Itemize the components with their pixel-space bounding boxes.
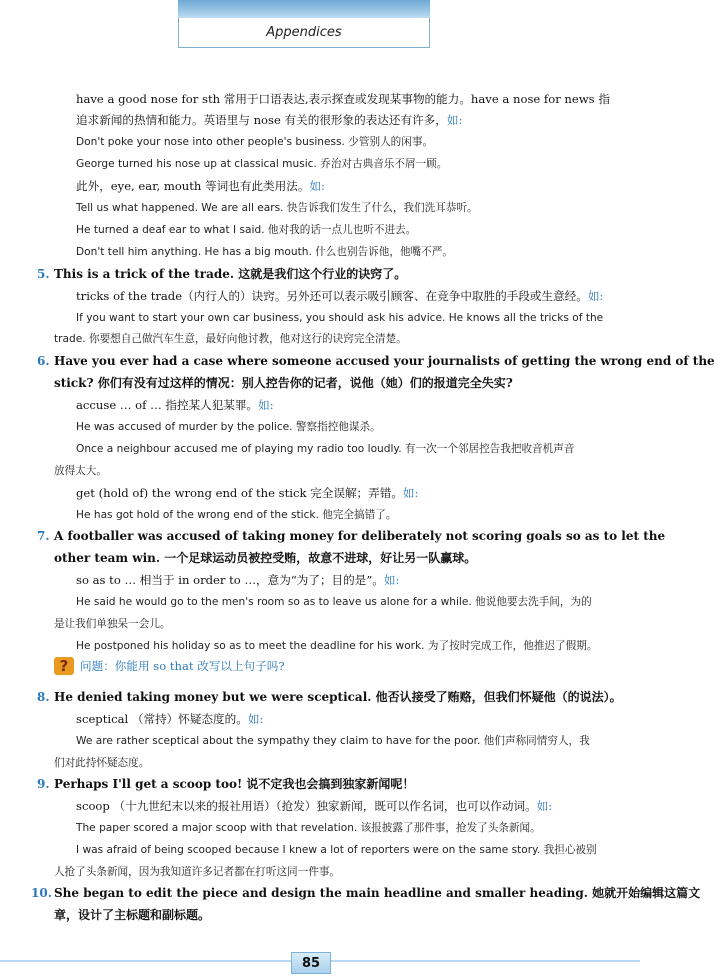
item-heading: This is a trick of the trade. 这就是我们这个行业的诀窍了。	[54, 267, 407, 281]
example-marker: 如:	[247, 712, 264, 726]
text-line	[54, 550, 476, 566]
text-line	[76, 733, 590, 749]
line-text: get (hold of) the wrong end of the stick 完全误解；弄错。	[76, 486, 403, 500]
item-number: 7.	[37, 529, 50, 543]
text-line	[54, 375, 513, 391]
text-line	[76, 397, 274, 413]
page-number: 85	[291, 952, 331, 974]
item-number: 10.	[31, 886, 52, 900]
item-number: 9.	[37, 777, 50, 791]
text-line	[76, 178, 325, 194]
item-number: 6.	[37, 354, 50, 368]
text-line	[76, 310, 603, 326]
line-text: 放得太大。	[54, 465, 107, 477]
line-text: Tell us what happened. We are all ears. 快告诉我们发生了什么，我们洗耳恭听。	[76, 202, 478, 214]
text-line	[76, 842, 597, 858]
item-heading: He denied taking money but we were sceptical. 他否认接受了贿赂，但我们怀疑他（的说法）。	[54, 690, 622, 704]
line-text: have a good nose for sth 常用于口语表达,表示探查或发现某事物的能力。have a nose for news 指	[76, 92, 610, 106]
item-heading: Have you ever had a case where someone accused your journalists of getting the wrong end of the	[54, 354, 715, 368]
question-icon: ?	[54, 657, 74, 675]
item-number: 8.	[37, 690, 50, 704]
text-line	[76, 200, 478, 216]
line-text: We are rather sceptical about the sympathy they claim to have for the poor. 他们声称同情穷人，我	[76, 735, 590, 747]
line-text: He has got hold of the wrong end of the stick. 他完全搞错了。	[76, 509, 397, 521]
text-line	[54, 864, 340, 880]
text-line	[76, 820, 541, 836]
text-line	[76, 244, 453, 260]
text-line	[76, 91, 610, 107]
text-line	[76, 638, 597, 654]
text-line	[76, 441, 574, 457]
line-text: sceptical （常持）怀疑态度的。	[76, 712, 248, 726]
text-line	[76, 288, 603, 304]
line-text: other team win. 一个足球运动员被控受贿，故意不进球，好让另一队赢球。	[54, 551, 477, 565]
example-marker: 如:	[587, 289, 604, 303]
line-text: Once a neighbour accused me of playing my radio too loudly. 有一次一个邻居控告我把收音机声音	[76, 443, 575, 455]
line-text: He was accused of murder by the police. 警察指控他谋杀。	[76, 421, 381, 433]
line-text: If you want to start your own car business, you should ask his advice. He knows all the tricks of the	[76, 312, 604, 324]
line-text: 人抢了头条新闻，因为我知道许多记者都在打听这同一件事。	[54, 866, 341, 878]
text-line	[76, 134, 433, 150]
text-line	[76, 594, 592, 610]
line-text: George turned his nose up at classical music. 乔治对古典音乐不屑一顾。	[76, 158, 448, 170]
text-line	[54, 616, 171, 632]
text-line	[76, 507, 396, 523]
text-line	[54, 331, 407, 347]
text-line	[54, 755, 149, 771]
line-text: 此外，eye, ear, mouth 等词也有此类用法。	[76, 179, 310, 193]
example-marker: 如:	[446, 113, 463, 127]
text-line	[54, 463, 107, 479]
line-text: 追求新闻的热情和能力。英语里与 nose 有关的很形象的表达还有许多，	[76, 113, 447, 127]
line-text: accuse … of … 指控某人犯某罪。	[76, 398, 259, 412]
example-marker: 如:	[309, 179, 325, 193]
question-prompt: 问题：你能用 so that 改写以上句子吗?	[80, 659, 285, 673]
line-text: 章，设计了主标题和副标题。	[54, 908, 211, 922]
line-text: He turned a deaf ear to what I said. 他对我的话一点儿也听不进去。	[76, 224, 417, 236]
text-line	[76, 419, 381, 435]
line-text: He said he would go to the men's room so as to leave us alone for a while. 他说他要去洗手间，为的	[76, 596, 592, 608]
line-text: so as to … 相当于 in order to …，意为“为了；目的是”。	[76, 573, 384, 587]
item-heading: She began to edit the piece and design the main headline and smaller heading. 她就开始编辑这篇文	[54, 886, 701, 900]
line-text: I was afraid of being scooped because I knew a lot of reporters were on the same story. 我担心被别	[76, 844, 597, 856]
line-text: 是让我们单独呆一会儿。	[54, 618, 171, 630]
text-line	[76, 572, 399, 588]
text-line	[76, 222, 416, 238]
item-number: 5.	[37, 267, 50, 281]
line-text: tricks of the trade（内行人的）诀窍。另外还可以表示吸引顾客、在竞争中取胜的手段或生意经。	[76, 289, 588, 303]
text-line	[76, 711, 263, 727]
line-text: He postponed his holiday so as to meet the deadline for his work. 为了按时完成工作，他推迟了假期。	[76, 640, 598, 652]
text-line	[76, 485, 418, 501]
line-text: The paper scored a major scoop with that revelation. 该报披露了那件事，抢发了头条新闻。	[76, 822, 541, 834]
line-text: scoop （十九世纪末以来的报社用语）（抢发）独家新闻，既可以作名词，也可以作动词。	[76, 799, 537, 813]
section-title: Appendices	[266, 25, 342, 40]
example-marker: 如:	[536, 799, 553, 813]
example-marker: 如:	[258, 398, 274, 412]
item-heading: A footballer was accused of taking money for deliberately not scoring goals so as to let the	[54, 529, 666, 543]
text-line	[76, 112, 462, 128]
line-text: Don't poke your nose into other people's business. 少管别人的闲事。	[76, 136, 434, 148]
line-text: stick? 你们有没有过这样的情况：别人控告你的记者，说他（她）们的报道完全失实?	[54, 376, 513, 390]
line-text: 们对此持怀疑态度。	[54, 757, 150, 769]
line-text: trade. 你要想自己做汽车生意，最好向他讨教，他对这行的诀窍完全清楚。	[54, 333, 407, 345]
example-marker: 如:	[402, 486, 419, 500]
text-line	[76, 156, 447, 172]
line-text: Don't tell him anything. He has a big mouth. 什么也别告诉他，他嘴不严。	[76, 246, 453, 258]
example-marker: 如:	[383, 573, 400, 587]
item-heading: Perhaps I'll get a scoop too! 说不定我也会搞到独家新闻呢！	[54, 777, 415, 791]
text-line	[54, 907, 210, 923]
text-line	[76, 798, 552, 814]
